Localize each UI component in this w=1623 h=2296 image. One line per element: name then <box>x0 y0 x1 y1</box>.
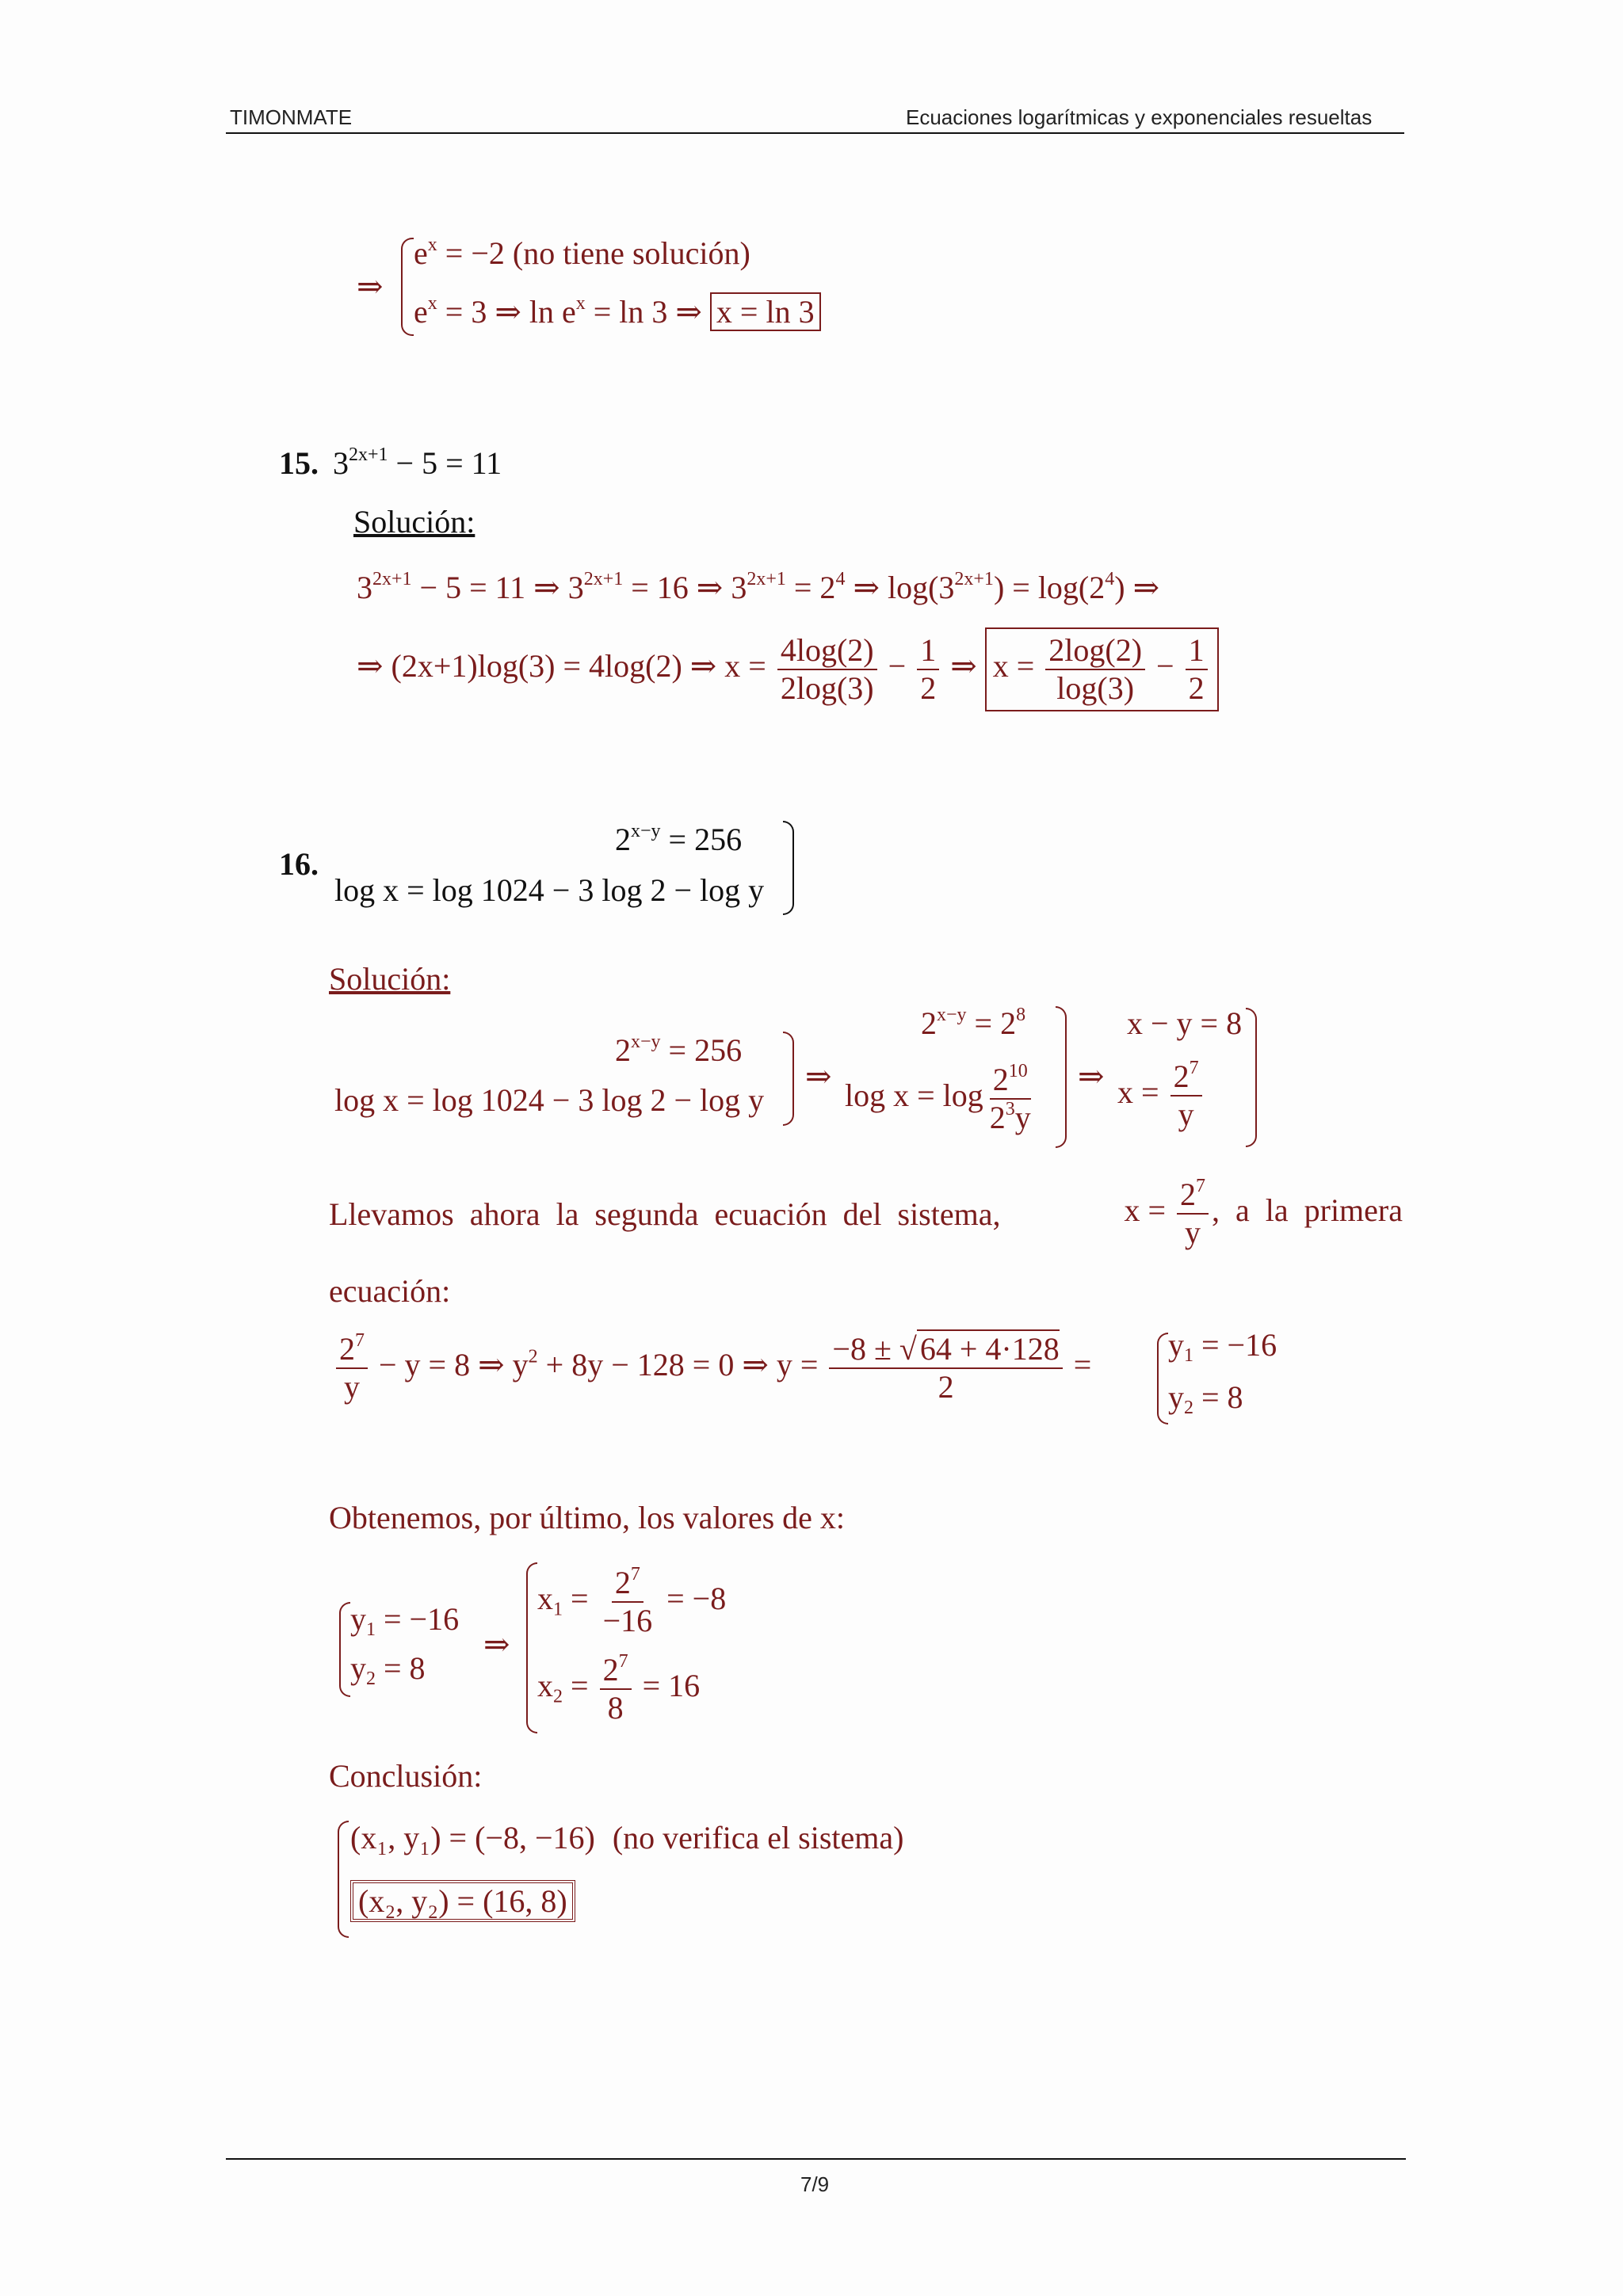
conclusion2-boxed: (x₂, y₂) = (16, 8) <box>350 1880 575 1922</box>
implies-3: ⇒ <box>483 1627 510 1662</box>
conclusion1: (x₁, y₁) = (−8, −16) <box>350 1820 595 1855</box>
conclusion-brace <box>338 1821 349 1938</box>
footer-rule <box>226 2158 1406 2160</box>
y1-pair: $y_1 = -16$ <box>350 1601 460 1641</box>
problem15-number: 15. <box>279 445 319 481</box>
system-brace-3 <box>1246 1008 1257 1147</box>
header-right: Ecuaciones logarítmicas y exponenciales resueltas <box>906 105 1373 129</box>
conclusion-line2 <box>350 1882 575 1920</box>
problem16-text1c: ecuación: <box>329 1273 451 1309</box>
problem15-statement: $3^{2x+1} - 5 = 11$ <box>333 444 502 481</box>
x1-value: $x_1$ = $\frac{2^7}{-16}$ = −8 <box>537 1564 727 1638</box>
system-step-right-1: x − y = 8 <box>1127 1005 1243 1041</box>
system-eq1: $2^{x-y} = 256$ <box>615 1032 743 1068</box>
conclusion-label: Conclusión: <box>329 1758 483 1794</box>
problem16-text1: Llevamos ahora la segunda ecuación del sistema, x = $\frac{2^7}{y}$ , a la primera <box>329 1176 1403 1250</box>
problem16-solution-label: Solución: <box>329 961 451 997</box>
problem15-solution-label: Solución: <box>353 504 475 540</box>
conclusion1-note: (no verifica el sistema) <box>612 1820 904 1855</box>
y2-pair: $y_2 = 8$ <box>350 1650 426 1690</box>
system-step-mid-1: $2^{x-y} = 2^8$ <box>921 1005 1026 1041</box>
system-step-right-2: x = $\frac{2^7}{y}$ <box>1117 1058 1205 1133</box>
problem15-line1: $3^{2x+1} - 5 = 11$ ⇒ $3^{2x+1} = 16$ ⇒ $3^{2x+1} = 2^4$ ⇒ $\log(3^{2x+1}) = \log(2^4)$ ⇒ <box>357 569 1160 605</box>
problem16-quadratic: $\frac{2^7}{y}$ − y = 8 ⇒ $y^2 + 8y - 128 = 0$ ⇒ y = $\frac{-8 \pm √ 64 + 4\cdot 128}{2}$ = <box>333 1331 1091 1405</box>
x-values-brace <box>526 1562 537 1733</box>
header-rule <box>226 132 1404 134</box>
top-boxed-answer: x = ln 3 <box>710 292 821 331</box>
conclusion-line1 <box>350 1819 903 1856</box>
y2-value: $y_2 = 8$ <box>1168 1379 1243 1419</box>
implies-arrow: ⇒ <box>357 269 384 304</box>
y1-value: $y_1 = -16$ <box>1168 1327 1277 1367</box>
header-left: TIMONMATE <box>230 105 353 129</box>
y-values-brace <box>1157 1333 1168 1425</box>
system-step-mid-2: log x = log $\frac{2^{10}}{2^3y}$ <box>845 1061 1031 1135</box>
problem16-eq2: log x = log 1024 − 3 log 2 − log y <box>334 872 765 908</box>
problem16-eq1: $2^{x-y} = 256$ <box>615 821 743 857</box>
system-brace-1 <box>783 1032 794 1126</box>
implies-1: ⇒ <box>805 1058 832 1094</box>
text1-part1: Llevamos ahora la segunda ecuación del sistema, <box>329 1196 1001 1232</box>
problem15-boxed-answer: x = $\frac{2\log(2)}{\log(3)}$ − $\frac{1}{2}$ <box>985 627 1219 711</box>
text1-part2: , a la primera <box>1212 1192 1403 1229</box>
problem15-line2: ⇒ (2x+1)log(3) = 4log(2) ⇒ x = $\frac{4\log(2)}{2\log(3)}$ − $\frac{1}{2}$ ⇒ x = $\frac{2\log(2)}{\log(3)}$ − $\frac{1}{2}$ <box>357 627 1219 711</box>
implies-2: ⇒ <box>1078 1058 1105 1094</box>
x2-value: $x_2$ = $\frac{2^7}{8}$ = 16 <box>537 1651 701 1726</box>
top-line1: $e^x = -2$ (no tiene solución) <box>414 235 750 271</box>
problem16-right-brace <box>783 821 794 915</box>
problem16-text2: Obtenemos, por último, los valores de x: <box>329 1500 846 1535</box>
problem16-number: 16. <box>279 846 319 882</box>
page-number: 7/9 <box>800 2172 830 2196</box>
top-left-brace <box>401 238 414 336</box>
system-brace-2 <box>1056 1006 1067 1148</box>
system-eq2: log x = log 1024 − 3 log 2 − log y <box>334 1082 765 1118</box>
y-pair-brace <box>339 1602 350 1697</box>
top-line2: $e^x = 3$ ⇒ $\ln e^x = \ln 3$ ⇒ x = ln 3 <box>414 293 821 330</box>
